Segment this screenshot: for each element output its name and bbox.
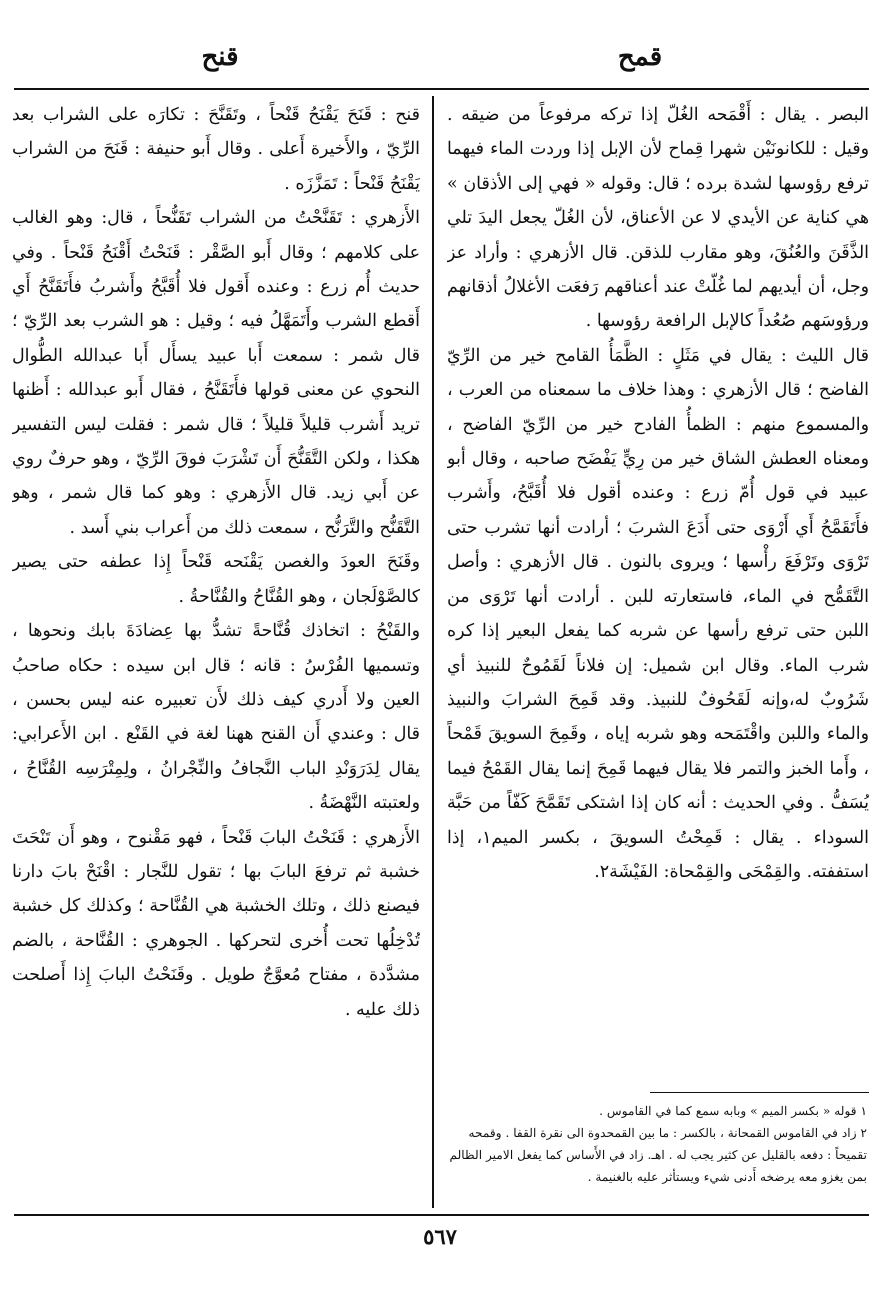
left-paragraph: الأَزهري : قَنَحْتُ البابَ قَنْحاً ، فهو مَقْنوح ، وهو أَن تَنْحَتَ خشبة ثم ترفعَ البابَ بها ؛ تقول للنَّجار : اقْنَحْ بابَ دارنا فيصنع ذلك ، وتلك الخشبة هي القُنَّاحة ؛ وكذلك كل خشبة تُدْخِلُها تحت أُخرى لتحركها . الجوهري : القُنَّاحة ، بالضم مشدَّدة ، مفتاح مُعوَّجٌ طويل . وقَنَحْتُ البابَ إِذا أَصلحت ذلك عليه . <box>12 827 420 1020</box>
right-column <box>447 98 869 1078</box>
left-paragraph: وقَنَحَ العودَ والغصن يَقْنَحه قَنْحاً إِذا عطفه حتى يصير كالصَّوْلَجان ، وهو القُنَّاحُ والقُنَّاحةُ . <box>12 552 420 607</box>
left-paragraph: الأَزهري : تَقَنَّحْتُ من الشراب تَقَنُّحاً ، قال: وهو الغالب على كلامهم ؛ وقال أَبو الصَّقْر : قَنَحْتُ أَقْنَحُ قَنْحاً . وفي حديث أُم زرع : وعنده أَقول فلا أُقَبَّحُ وأَشربُ فأَتَقَنَّحُ أَي أَقطع الشرب وأَتَمَهَّلُ فيه ؛ وقيل : هو الشرب بعد الرِّيّ ؛ قال شمر : سمعت أَبا عبيد يسأَل أَبا عبدالله الطُّوال النحوي عن معنى قولها فأَتَقَنَّحُ ، فقال أَبو عبدالله : أَظنها تريد أَشرب قليلاً قليلاً ؛ قال شمر : فقلت ليس التفسير هكذا ، ولكن التَّقَنُّحَ أَن تَشْرَبَ فوقَ الرِّيّ ، وهو حرفٌ روي عن أَبي زيد. قال الأَزهري : وهو كما قال شمر ، وهو التَّقَنُّح والتَّرَنُّح ، سمعت ذلك من أَعراب بني أَسد . <box>12 208 420 538</box>
header-word-left: قنح <box>201 42 239 72</box>
footnote: ١ قوله « بكسر الميم » وبابه سمع كما في القاموس . <box>599 1104 867 1118</box>
header-word-right: قمح <box>617 42 663 72</box>
right-paragraph: البصر . يقال : أَقْمَحه الغُلّ إذا تركه مرفوعاً من ضيقه . وقيل : للكانونَيْن شهرا قِماح لأن الإبل إذا وردت الماء فيهما ترفع رؤوسها لشدة برده ؛ قال: وقوله « فهي إلى الأذقان » هي كناية عن الأيدي لا عن الأعناق، لأن الغُلّ يجعل اليدَ تلي الذَّقَنَ والعُنُقَ، وهو مقارب للذقن. قال الأزهري : وأراد عز وجل، أن أيديهم لما غُلّتْ عند أعناقهم رَفعَت الأغلالُ أذقانهم ورؤوسَهم صُعُداً كالإبل الرافعة رؤوسها . <box>447 105 869 332</box>
column-divider <box>432 96 434 1208</box>
left-paragraph: والقَنْحُ : اتخاذك قُنَّاحةً تشدُّ بها عِضادَةَ بابك ونحوها ، وتسميها الفُرْسُ : قانه ؛ قال ابن سيده : حكاه صاحبُ العين ولا أَدري كيف ذلك لأَن تعبيره عنه ليس بحسن ، قال : وعندي أَن القنح ههنا لغة في القَنْع . ابن الأَعرابي: يقال لِدَرَوَنْدِ الباب النَّجافُ والنِّجْرانُ ، ولِمِتْرَسِه القُنَّاحُ ، ولعتبته النَّهْضَةُ . <box>12 621 420 814</box>
footnote-rule <box>650 1092 869 1093</box>
footnote: ٢ زاد في القاموس القمحانة ، بالكسر : ما بين القمحدوة الى نقرة القفا . وقمحه تقميحاً : دفعه بالقليل عن كثير يجب له . اهـ. زاد في الأَساس كما يفعل الامير الظالم بمن يغزو معه يرضخه أَدنى شيء ويستأثر عليه بالغنيمة . <box>449 1126 867 1184</box>
right-paragraph: قال الليث : يقال في مَثَلٍ : الظَّمَأُ القامح خير من الرِّيّ الفاضح ؛ قال الأزهري : وهذا خلاف ما سمعناه من العرب ، والمسموع منهم : الظمأُ الفادح خير من الرِّيّ الفاضح ، ومعناه العطش الشاق خير من رِيٍّ يَفْضَح صاحبه ، وقال أبو عبيد في قول أُمّ زرع : وعنده أقول فلا أُقَبَّحُ، وأَشرب فأَتَقَمَّحُ أَي أَرْوَى حتى أَدَعَ الشربَ ؛ أرادت أنها تشرب حتى تَرْوَى وتَرْفَعَ رأْسها ؛ ويروى بالنون . قال الأزهري : وأصل التَّقَمُّح في الماء، فاستعارته للبن . أرادت أنها تَرْوَى من اللبن حتى ترفع رأسها عن شربه كما يفعل البعير إذا كره شرب الماء. وقال ابن شميل: إن فلاناً لَقَمُوحٌ للنبيذ أي شَرُوبٌ له،وإنه لَقَحُوفٌ للنبيذ. وقد قَمِحَ الشرابَ والنبيذ والماء واللبن واقْتَمَحه وهو شربه إياه ، وقَمِحَ السويقَ قَمْحاً ، وأَما الخبز والتمر فلا يقال فيهما قَمِحَ إنما يقال القَمْحُ فيما يُسَفُّ . وفي الحديث : أنه كان إذا اشتكى تَقَمَّحَ كَفّاً من حَبَّة السوداء . يقال : قَمِحْتُ السويقَ ، بكسر الميم١، إذا استففته. والقِمْحَى والقِمْحاة: الفَيْشَة٢. <box>447 345 869 882</box>
footnotes <box>447 1100 867 1208</box>
bottom-rule <box>14 1214 869 1216</box>
left-column <box>12 98 420 1208</box>
top-rule <box>14 88 869 90</box>
left-paragraph-entry-head: قنح : قَنَحَ يَقْنَحُ قَنْحاً ، وتَقَنَّحَ : تكارَه على الشراب بعد الرِّيّ ، والأَخيرة أَعلى . وقال أَبو حنيفة : قَنَحَ من الشراب يَقْنَحُ قَنْحاً : تَمَزَّزَه . <box>12 105 420 194</box>
page-number: ٥٦٧ <box>423 1224 457 1249</box>
